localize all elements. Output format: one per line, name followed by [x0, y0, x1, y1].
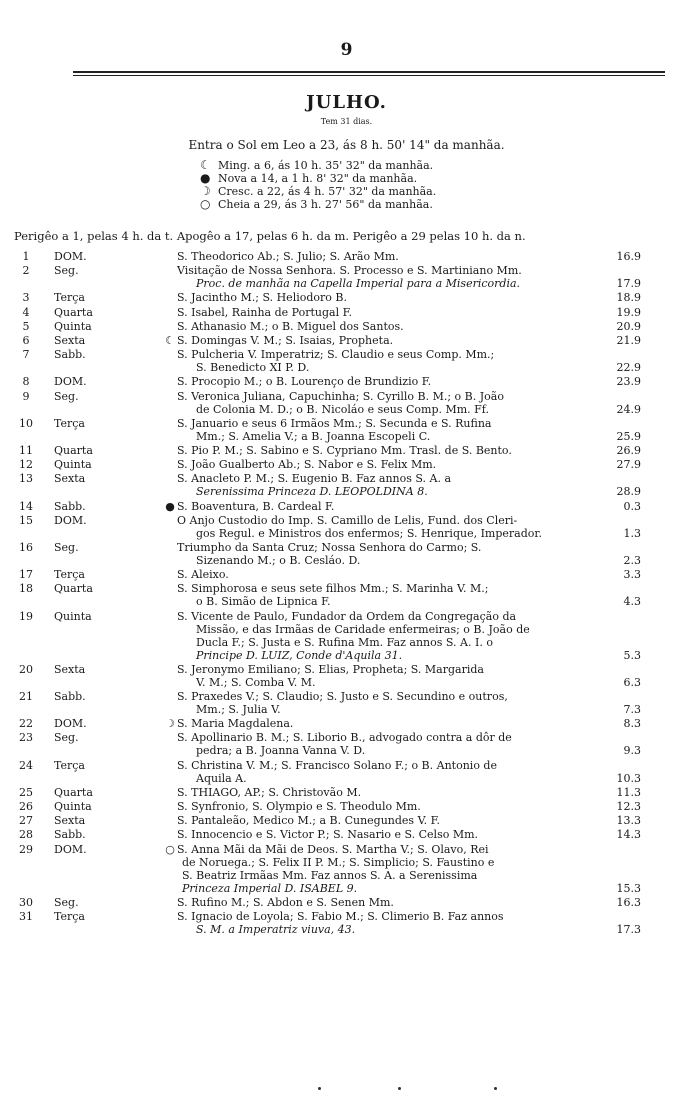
moon-time: 15.3: [616, 881, 641, 895]
saints-line: [177, 554, 609, 567]
moon-phases: [200, 159, 560, 211]
moon-time: 25.9: [616, 429, 641, 443]
moon-time: 10.3: [616, 771, 641, 785]
saints-line-text: S. Christina V. M.; S. Francisco Solano F.; o B. Antonio de: [177, 758, 497, 772]
saints-text: [177, 250, 609, 263]
saints-text: [177, 444, 609, 457]
moon-time: 9.3: [623, 744, 641, 758]
saints-line-text: Proc. de manhãa na Capella Imperial para a Misericordia.: [196, 277, 521, 291]
weekday: Terça: [54, 416, 85, 430]
saints-line: [177, 759, 609, 772]
saints-text: [177, 582, 609, 608]
saints-line: [177, 320, 609, 333]
saints-line: [177, 800, 609, 813]
saints-line-text: S. Rufino M.; S. Abdon e S. Senen Mm.: [177, 895, 394, 909]
saints-line-text: V. M.; S. Comba V. M.: [196, 675, 316, 689]
saints-line-text: S. Apollinario B. M.; S. Liborio B., advogado contra a dôr de: [177, 731, 512, 745]
saints-text: [177, 610, 609, 662]
weekday: Sexta: [54, 662, 86, 676]
moon-phase-icon: ○: [165, 842, 175, 856]
saints-line: [177, 923, 609, 936]
saints-line: [177, 828, 609, 841]
saints-line: [163, 869, 595, 882]
weekday: Quarta: [54, 444, 93, 457]
saints-line: [177, 361, 609, 374]
saints-line: [177, 896, 609, 909]
saints-line-text: Triumpho da Santa Cruz; Nossa Senhora do Carmo; S.: [177, 541, 482, 554]
saints-text: [177, 375, 609, 388]
saints-line: [177, 444, 609, 457]
saints-line: [177, 623, 609, 636]
saints-text: [177, 472, 609, 498]
day-number: 16: [19, 541, 33, 554]
weekday: Quinta: [54, 458, 92, 472]
saints-text: [177, 348, 609, 374]
saints-line-text: S. Pio P. M.; S. Sabino e S. Cypriano Mm. Trasl. de S. Bento.: [177, 444, 512, 457]
moon-time: 16.3: [616, 895, 641, 909]
footer-dot: [494, 1087, 497, 1090]
saints-line-text: gos Regul. e Ministros dos enfermos; S. Henrique, Imperador.: [196, 526, 542, 540]
header-rule-thin: [73, 75, 665, 76]
day-number: 30: [19, 895, 33, 909]
saints-line: [177, 690, 609, 703]
saints-line-text: S. Veronica Juliana, Capuchinha; S. Cyrillo B. M.; o B. João: [177, 389, 504, 403]
saints-line: [177, 541, 609, 554]
day-number: 26: [19, 800, 33, 813]
day-number: 19: [19, 609, 33, 623]
day-number: 20: [19, 662, 33, 676]
day-number: 12: [19, 458, 33, 472]
saints-text: [177, 910, 609, 936]
saints-line-text: S. Ignacio de Loyola; S. Fabio M.; S. Climerio B. Faz annos: [177, 910, 504, 923]
saints-line-text: S. Jacintho M.; S. Heliodoro B.: [177, 291, 347, 305]
days-count: Tem 31 dias.: [320, 117, 373, 126]
moon-time: 20.9: [616, 319, 641, 333]
moon-time: 0.3: [623, 499, 641, 513]
day-number: 31: [19, 910, 33, 923]
weekday: Seg.: [54, 264, 79, 278]
weekday: Quarta: [54, 305, 93, 319]
moon-time: 19.9: [616, 305, 641, 319]
saints-line: [177, 910, 609, 923]
weekday: Quinta: [54, 800, 92, 813]
moon-phase-icon: ●: [165, 499, 175, 513]
moon-time: 18.9: [616, 291, 641, 305]
saints-line: [177, 568, 609, 581]
weekday: DOM.: [54, 513, 87, 527]
header-rule: [73, 71, 665, 73]
saints-line: [177, 514, 609, 527]
waning-moon-icon: ☾: [200, 158, 211, 172]
saints-line-text: S. Innocencio e S. Victor P.; S. Nasario e S. Celso Mm.: [177, 828, 479, 842]
saints-text: [177, 786, 609, 799]
saints-line: [163, 882, 595, 895]
moon-time: 26.9: [616, 444, 641, 457]
day-number: 25: [19, 785, 33, 799]
day-number: 3: [22, 291, 30, 305]
saints-line: [163, 843, 595, 856]
day-number: 10: [19, 416, 33, 430]
saints-line: [163, 334, 595, 347]
saints-line: [177, 582, 609, 595]
waxing-moon-icon: ☽: [200, 184, 211, 198]
saints-text: [163, 843, 595, 895]
saints-line-text: S. Boaventura, B. Cardeal F.: [177, 499, 335, 513]
saints-line-text: Aquila A.: [196, 771, 247, 785]
moon-time: 23.9: [616, 375, 641, 389]
saints-line: [177, 458, 609, 471]
saints-text: [177, 291, 609, 304]
saints-line: [177, 527, 609, 540]
moon-time: 22.9: [616, 361, 641, 375]
saints-line-text: S. Maria Magdalena.: [177, 717, 294, 731]
saints-line-text: S. Jeronymo Emiliano; S. Elias, Propheta; S. Margarida: [177, 662, 484, 676]
saints-line-text: S. Pulcheria V. Imperatriz; S. Claudio e seus Comp. Mm.;: [177, 348, 495, 362]
saints-line-text: S. Januario e seus 6 Irmãos Mm.; S. Secunda e S. Rufina: [177, 416, 492, 430]
day-number: 7: [22, 348, 30, 362]
moon-time: 24.9: [616, 402, 641, 416]
moon-time: 6.3: [623, 675, 641, 689]
saints-line: [177, 375, 609, 388]
saints-line-text: Serenissima Princeza D. LEOPOLDINA 8.: [196, 485, 428, 499]
saints-line-text: S. Domingas V. M.; S. Isaias, Propheta.: [177, 334, 394, 347]
saints-line-text: S. Benedicto XI P. D.: [196, 361, 310, 375]
moon-time: 1.3: [623, 526, 641, 540]
saints-line: [177, 703, 609, 716]
day-number: 29: [19, 842, 33, 856]
day-number: 1: [22, 250, 30, 263]
saints-line: [177, 264, 609, 277]
saints-line: [177, 291, 609, 304]
moon-phase-text: Nova a 14, a 1 h. 8' 32" da manhãa.: [218, 172, 418, 185]
saints-line: [177, 472, 609, 485]
saints-text: [177, 390, 609, 416]
moon-time: 12.3: [616, 800, 641, 813]
footer-dot: [398, 1087, 401, 1090]
saints-line: [177, 786, 609, 799]
weekday: Quinta: [54, 319, 92, 333]
saints-text: [177, 896, 609, 909]
weekday: Seg.: [54, 541, 79, 554]
saints-line: [177, 485, 609, 498]
saints-line: [177, 744, 609, 757]
day-number: 11: [19, 444, 33, 457]
moon-time: 8.3: [623, 717, 641, 731]
saints-line-text: S. M. a Imperatriz viuva, 43.: [196, 923, 356, 936]
weekday: DOM.: [54, 375, 87, 389]
saints-line: [177, 417, 609, 430]
saints-text: [177, 731, 609, 757]
saints-line-text: Principe D. LUIZ, Conde d'Aquila 31.: [196, 648, 403, 662]
day-number: 18: [19, 582, 33, 596]
saints-line: [177, 430, 609, 443]
moon-phase-row: [200, 159, 560, 172]
saints-text: [177, 320, 609, 333]
saints-line: [177, 250, 609, 263]
saints-line: [177, 663, 609, 676]
weekday: Terça: [54, 758, 85, 772]
saints-text: [177, 306, 609, 319]
moon-time: 17.3: [616, 923, 641, 936]
saints-line-text: S. THIAGO, AP.; S. Christovão M.: [177, 785, 362, 799]
saints-line: [177, 403, 609, 416]
day-number: 4: [22, 305, 30, 319]
saints-line-text: de Colonia M. D.; o B. Nicoláo e seus Comp. Mm. Ff.: [196, 402, 489, 416]
saints-line: [177, 348, 609, 361]
saints-text: [177, 417, 609, 443]
saints-line-text: Princeza Imperial D. ISABEL 9.: [182, 881, 358, 895]
saints-text: [177, 814, 609, 827]
saints-line: [177, 595, 609, 608]
saints-line: [177, 814, 609, 827]
weekday: Quarta: [54, 582, 93, 596]
saints-line-text: S. Anna Mãi da Mãi de Deos. S. Martha V.; S. Olavo, Rei: [177, 842, 489, 856]
saints-line-text: Visitação de Nossa Senhora. S. Processo e S. Martiniano Mm.: [177, 264, 522, 278]
moon-time: 14.3: [616, 828, 641, 842]
moon-phase-row: [200, 185, 560, 198]
saints-line-text: S. Praxedes V.; S. Claudio; S. Justo e S. Secundino e outros,: [177, 690, 508, 703]
saints-line-text: Ducla F.; S. Justa e S. Rufina Mm. Faz annos S. A. I. o: [196, 635, 493, 649]
moon-time: 7.3: [623, 703, 641, 716]
weekday: Terça: [54, 910, 85, 923]
day-number: 13: [19, 472, 33, 486]
saints-line-text: pedra; a B. Joanna Vanna V. D.: [196, 744, 366, 758]
saints-line-text: S. Athanasio M.; o B. Miguel dos Santos.: [177, 319, 404, 333]
saints-text: [177, 759, 609, 785]
saints-line-text: S. Anacleto P. M.; S. Eugenio B. Faz annos S. A. a: [177, 472, 452, 486]
saints-text: [177, 514, 609, 540]
day-number: 8: [22, 375, 30, 389]
day-number: 9: [22, 389, 30, 403]
saints-line: [177, 649, 609, 662]
moon-time: 2.3: [623, 554, 641, 567]
weekday: Sabb.: [54, 348, 86, 362]
saints-line: [163, 856, 595, 869]
moon-phase-text: Cheia a 29, ás 3 h. 27' 56" da manhãa.: [218, 198, 433, 211]
saints-line: [177, 277, 609, 290]
saints-text: [177, 800, 609, 813]
saints-line-text: Sizenando M.; o B. Cesláo. D.: [196, 554, 361, 567]
saints-text: [177, 828, 609, 841]
day-number: 28: [19, 828, 33, 842]
moon-time: 5.3: [623, 648, 641, 662]
day-number: 14: [19, 499, 33, 513]
moon-time: 13.3: [616, 814, 641, 828]
weekday: Sabb.: [54, 499, 86, 513]
moon-time: 21.9: [616, 334, 641, 347]
saints-line-text: S. Pantaleão, Medico M.; a B. Cunegundes V. F.: [177, 814, 441, 828]
saints-line: [177, 636, 609, 649]
day-number: 22: [19, 717, 33, 731]
weekday: Quarta: [54, 785, 93, 799]
saints-text: [163, 717, 595, 730]
saints-line-text: Missão, e das Irmãas de Caridade enfermeiras; o B. João de: [196, 622, 530, 636]
moon-time: 11.3: [616, 785, 641, 799]
weekday: Seg.: [54, 895, 79, 909]
moon-phase-row: [200, 198, 560, 211]
saints-line-text: S. Beatriz Irmãas Mm. Faz annos S. A. a Serenissima: [182, 868, 478, 882]
day-number: 5: [22, 319, 30, 333]
saints-text: [177, 690, 609, 716]
page-number: 9: [340, 40, 353, 60]
moon-time: 17.9: [616, 277, 641, 291]
saints-line: [177, 676, 609, 689]
moon-phase-text: Ming. a 6, ás 10 h. 35' 32" da manhãa.: [218, 159, 434, 172]
saints-line-text: Mm.; S. Julia V.: [196, 703, 281, 716]
saints-line: [177, 731, 609, 744]
moon-phase-icon: ☽: [165, 717, 175, 731]
saints-text: [177, 541, 609, 567]
weekday: Sabb.: [54, 690, 86, 703]
saints-line-text: S. Isabel, Rainha de Portugal F.: [177, 305, 353, 319]
day-number: 2: [22, 264, 30, 278]
saints-text: [177, 568, 609, 581]
weekday: Terça: [54, 291, 85, 305]
day-number: 27: [19, 814, 33, 828]
moon-phase-row: [200, 172, 560, 185]
weekday: Seg.: [54, 389, 79, 403]
weekday: DOM.: [54, 717, 87, 731]
saints-line: [177, 306, 609, 319]
saints-line: [163, 500, 595, 513]
moon-phase-text: Cresc. a 22, ás 4 h. 57' 32" da manhãa.: [218, 185, 437, 198]
weekday: Quinta: [54, 609, 92, 623]
perigee-line: Perigêo a 1, pelas 4 h. da t. Apogêo a 17, pelas 6 h. da m. Perigêo a 29 pelas 10 h. da n.: [14, 229, 526, 243]
saints-line-text: S. Simphorosa e seus sete filhos Mm.; S. Marinha V. M.;: [177, 582, 489, 596]
moon-time: 3.3: [623, 568, 641, 582]
moon-time: 16.9: [616, 250, 641, 263]
weekday: DOM.: [54, 842, 87, 856]
weekday: Seg.: [54, 731, 79, 745]
saints-line-text: S. Procopio M.; o B. Lourenço de Brundizio F.: [177, 375, 432, 389]
saints-line: [177, 610, 609, 623]
weekday: DOM.: [54, 250, 87, 263]
day-number: 15: [19, 513, 33, 527]
day-number: 24: [19, 758, 33, 772]
saints-text: [177, 264, 609, 290]
month-title: JULHO.: [306, 92, 387, 113]
saints-line: [177, 772, 609, 785]
saints-line-text: S. Aleixo.: [177, 568, 229, 582]
moon-time: 4.3: [623, 595, 641, 609]
saints-text: [177, 458, 609, 471]
day-number: 23: [19, 731, 33, 745]
saints-text: [163, 500, 595, 513]
day-number: 17: [19, 568, 33, 582]
weekday: Sabb.: [54, 828, 86, 842]
moon-time: 28.9: [616, 485, 641, 499]
saints-text: [177, 663, 609, 689]
footer-dot: [318, 1087, 321, 1090]
saints-line-text: S. Vicente de Paulo, Fundador da Ordem da Congregação da: [177, 609, 517, 623]
saints-line: [177, 390, 609, 403]
moon-time: 27.9: [616, 458, 641, 472]
weekday: Sexta: [54, 472, 86, 486]
saints-line-text: de Noruega.; S. Felix II P. M.; S. Simplicio; S. Faustino e: [182, 855, 495, 869]
saints-line-text: Mm.; S. Amelia V.; a B. Joanna Escopeli C.: [196, 429, 431, 443]
saints-line-text: O Anjo Custodio do Imp. S. Camillo de Lelis, Fund. dos Cleri-: [177, 513, 518, 527]
day-number: 6: [22, 334, 30, 347]
moon-phase-icon: ☾: [165, 334, 175, 347]
day-number: 21: [19, 690, 33, 703]
saints-line-text: S. João Gualberto Ab.; S. Nabor e S. Felix Mm.: [177, 458, 437, 472]
sun-entry: Entra o Sol em Leo a 23, ás 8 h. 50' 14" da manhãa.: [188, 138, 505, 152]
saints-line: [163, 717, 595, 730]
weekday: Sexta: [54, 334, 86, 347]
saints-line-text: S. Synfronio, S. Olympio e S. Theodulo Mm.: [177, 800, 421, 813]
full-moon-icon: ○: [200, 197, 211, 211]
saints-text: [163, 334, 595, 347]
new-moon-icon: ●: [200, 171, 211, 185]
weekday: Terça: [54, 568, 85, 582]
saints-line-text: o B. Simão de Lipnica F.: [196, 595, 331, 609]
weekday: Sexta: [54, 814, 86, 828]
saints-line-text: S. Theodorico Ab.; S. Julio; S. Arão Mm.: [177, 250, 399, 263]
